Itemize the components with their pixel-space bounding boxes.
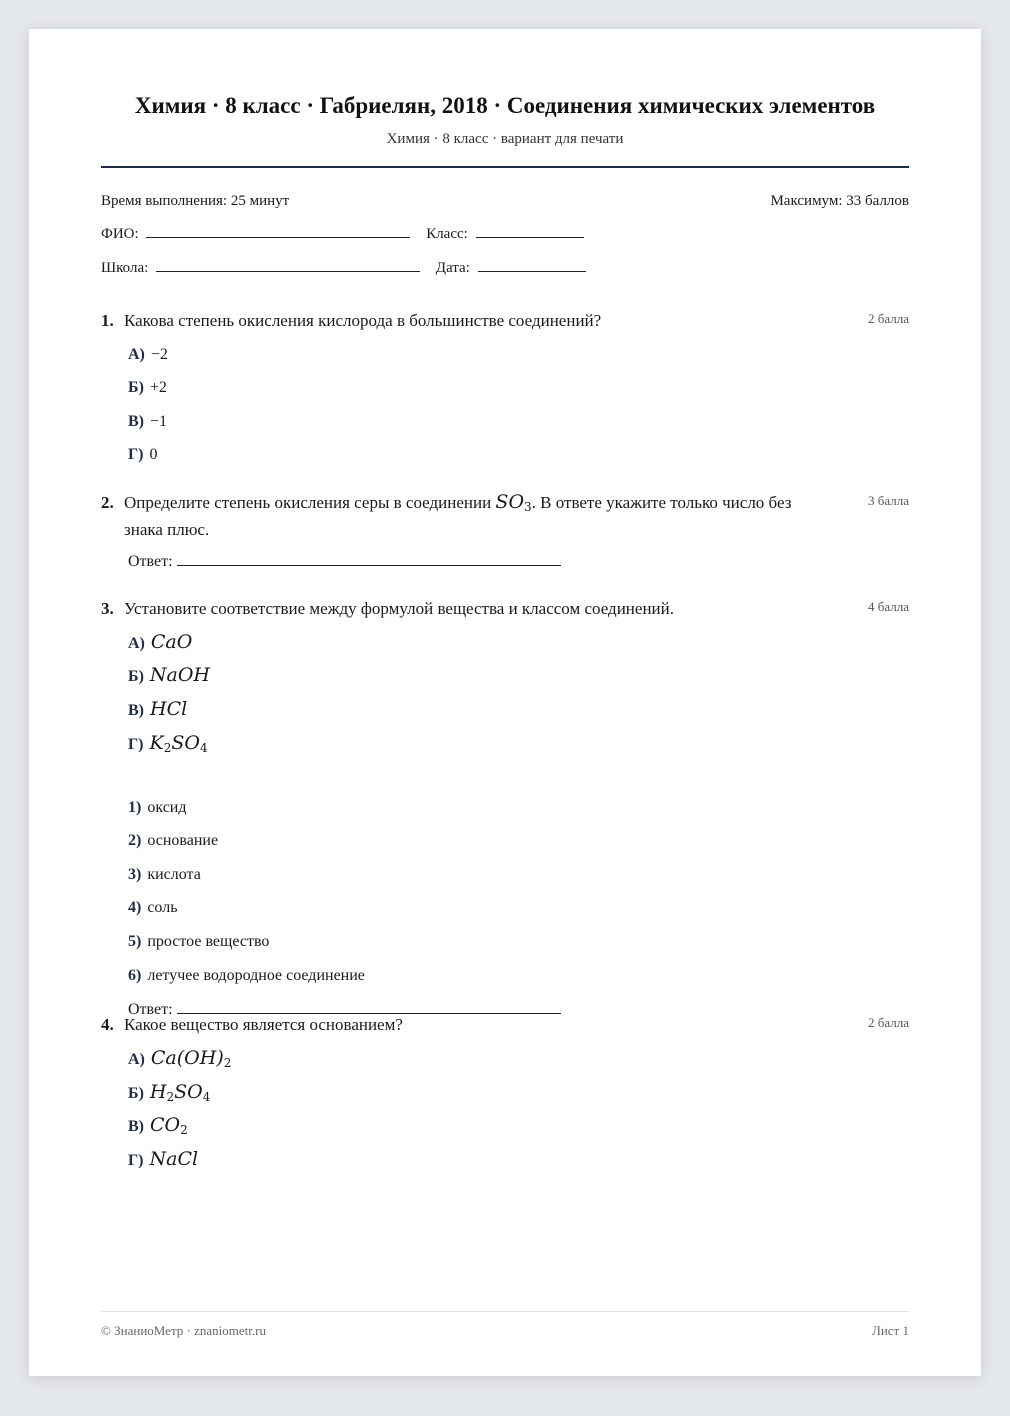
question-points: 2 балла xyxy=(868,311,909,326)
option-g[interactable] xyxy=(128,732,208,754)
option-label: В) xyxy=(128,1118,144,1135)
question-text-after: . В ответе укажите только число без знака плюс. xyxy=(124,493,792,539)
fio-label: ФИО: xyxy=(101,226,139,242)
question-text-before: Определите степень окисления серы в соединении xyxy=(124,493,496,512)
class-value: летучее водородное соединение xyxy=(147,967,365,984)
question-4 xyxy=(101,1011,909,1170)
time-limit: Время выполнения: 25 минут xyxy=(101,193,290,209)
question-points: 3 балла xyxy=(868,493,909,508)
class-option-3[interactable] xyxy=(128,866,201,884)
question-text: Какова степень окисления кислорода в большинстве соединений? xyxy=(124,311,602,330)
date-label: Дата: xyxy=(435,260,470,276)
option-value: −2 xyxy=(150,346,168,363)
class-option-4[interactable] xyxy=(128,899,178,917)
option-a[interactable] xyxy=(128,346,168,364)
option-formula: $Ca(OH)_2$ xyxy=(150,1047,232,1070)
class-value: кислота xyxy=(147,866,201,883)
header-divider xyxy=(101,166,909,168)
option-value: −1 xyxy=(150,413,168,430)
fio-field[interactable] xyxy=(146,225,410,238)
class-label: 4) xyxy=(128,899,142,916)
footer-copyright: © ЗнаниоМетр · znaniometr.ru xyxy=(101,1323,266,1338)
option-b[interactable] xyxy=(128,1081,210,1103)
option-label: Б) xyxy=(128,668,144,685)
option-v[interactable] xyxy=(128,1114,188,1136)
option-a[interactable] xyxy=(128,631,192,653)
max-score: Максимум: 33 баллов xyxy=(770,193,909,209)
option-label: А) xyxy=(128,1051,145,1068)
option-b[interactable] xyxy=(128,664,210,686)
class-label: Класс: xyxy=(426,226,468,242)
class-label: 6) xyxy=(128,967,142,984)
option-label: Г) xyxy=(128,736,144,753)
option-label: Б) xyxy=(128,1085,144,1102)
question-header xyxy=(101,489,909,543)
option-label: В) xyxy=(128,702,144,719)
question-text: Установите соответствие между формулой вещества и классом соединений. xyxy=(124,599,674,618)
option-formula: HCl xyxy=(150,698,188,720)
school-field[interactable] xyxy=(156,259,420,272)
class-label: 5) xyxy=(128,933,142,950)
answer-label: Ответ: xyxy=(128,1001,173,1018)
option-label: Г) xyxy=(128,1152,144,1169)
option-formula: CaO xyxy=(150,631,193,653)
question-points: 2 балла xyxy=(868,1015,909,1030)
school-label: Школа: xyxy=(101,260,149,276)
answer-label: Ответ: xyxy=(128,553,173,570)
option-formula: NaOH xyxy=(149,664,211,686)
date-field[interactable] xyxy=(478,259,586,272)
option-value: 0 xyxy=(149,446,158,463)
question-text: Какое вещество является основанием? xyxy=(124,1015,403,1034)
option-label: А) xyxy=(128,346,145,363)
option-a[interactable] xyxy=(128,1047,231,1069)
school-date-row xyxy=(101,259,586,277)
class-option-2[interactable] xyxy=(128,832,218,850)
question-number: 4. xyxy=(101,1015,114,1034)
class-option-1[interactable] xyxy=(128,799,187,817)
footer-sheet-number: Лист 1 xyxy=(872,1323,909,1338)
formula-base: SO xyxy=(495,491,525,513)
question-1 xyxy=(101,307,909,463)
option-label: А) xyxy=(128,635,145,652)
option-v[interactable] xyxy=(128,698,187,720)
option-formula: NaCl xyxy=(149,1148,199,1170)
formula-so3 xyxy=(495,491,531,513)
class-option-5[interactable] xyxy=(128,933,269,951)
footer-divider xyxy=(101,1311,909,1312)
class-value: простое вещество xyxy=(147,933,270,950)
class-value: основание xyxy=(147,832,219,849)
option-g[interactable] xyxy=(128,1148,198,1170)
page-title: Химия · 8 класс · Габриелян, 2018 · Соединения химических элементов xyxy=(134,93,876,118)
question-header xyxy=(101,595,909,622)
answer-field[interactable] xyxy=(177,553,561,566)
class-label: 1) xyxy=(128,799,142,816)
class-label: 2) xyxy=(128,832,142,849)
class-value: соль xyxy=(147,899,178,916)
question-number: 1. xyxy=(101,311,114,330)
option-formula: $CO_2$ xyxy=(150,1114,188,1137)
question-number: 3. xyxy=(101,599,114,618)
option-value: +2 xyxy=(149,379,167,396)
option-formula: $K_2SO_4$ xyxy=(149,732,208,755)
formula-sub: 3 xyxy=(524,500,532,514)
class-label: 3) xyxy=(128,866,142,883)
option-label: Г) xyxy=(128,446,144,463)
option-b[interactable] xyxy=(128,379,167,397)
question-number: 2. xyxy=(101,493,114,512)
worksheet-page xyxy=(29,29,981,1376)
option-label: В) xyxy=(128,413,144,430)
question-header xyxy=(101,307,909,334)
class-value: оксид xyxy=(147,799,187,816)
option-formula: $H_2SO_4$ xyxy=(149,1081,211,1104)
question-header xyxy=(101,1011,909,1038)
question-2 xyxy=(101,489,909,570)
answer-row xyxy=(128,553,561,571)
option-g[interactable] xyxy=(128,446,158,464)
page-subtitle: Химия · 8 класс · вариант для печати xyxy=(386,131,624,147)
class-field[interactable] xyxy=(476,225,584,238)
option-label: Б) xyxy=(128,379,144,396)
fio-class-row xyxy=(101,225,584,243)
question-points: 4 балла xyxy=(868,599,909,614)
question-3 xyxy=(101,595,909,1018)
class-option-6[interactable] xyxy=(128,967,365,985)
option-v[interactable] xyxy=(128,413,167,431)
